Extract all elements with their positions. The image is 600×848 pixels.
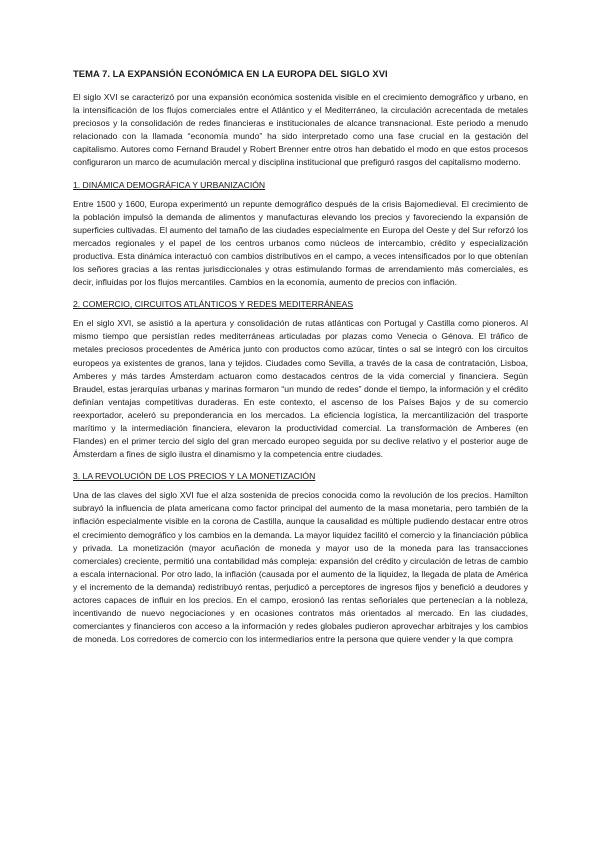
intro-paragraph: El siglo XVI se caracterizó por una expansión económica sostenida visible en el crecimiento demográfico y urbano, en la intensificación de los flujos comerciales entre el Atlántico y el Mediterráneo, la circulación acrecentada de metales preciosos y la consolidación de redes financieras e institucionales de alcance transnacional. Este periodo a menudo relacionado con la llamada “economía mundo” ha sido interpretado como una fase crucial en la gestación del capitalismo. Autores como Fernand Braudel y Robert Brenner entre otros han debatido el modo en que estos procesos configuraron un marco de acumulación mercal y disciplina institucional que prefiguró rasgos del capitalismo moderno. bbox=[73, 92, 528, 168]
section-heading-comercio: 2. COMERCIO, CIRCUITOS ATLÁNTICOS Y REDES MEDITERRÁNEAS bbox=[73, 299, 354, 310]
section-body-precios: Una de las claves del siglo XVI fue el alza sostenida de precios conocida como la revolución de los precios. Hamilton subrayó la influencia de plata americana como factor principal del aumento de la masa monetaria, pero también de la inflación especialmente visible en la corona de Castilla, aunque la causalidad es múltiple pudiendo destacar entre otros el crecimiento demográfico y los cambios en la demanda. La mayor liquidez facilitó el comercio y la financiación pública y privada. La monetización (mayor acuñación de moneda y mayor uso de la moneda para las transacciones comerciales) creciente, permitió una contabilidad más compleja: expansión del crédito y circulación de letras de cambio a escala internacional. Por otro lado, la inflación (causada por el aumento de la liquidez, la llegada de plata de América y el incremento de la demanda) redistribuyó rentas, perjudicó a perceptores de ingresos fijos y benefició a deudores y actores capaces de influir en los precios. En el campo, erosionó las rentas señoriales que pertenecían a la nobleza, incentivando de nuevo negociaciones y en ocasiones contratos más orientados al mercado. En las ciudades, comerciantes y financieros con acceso a la información y redes globales pudieron aprovechar arbitrajes y los cambios de moneda. Los corredores de comercio con los intermediarios entre la persona que quiere vender y la que compra bbox=[73, 490, 528, 645]
section-heading-precios: 3. LA REVOLUCIÓN DE LOS PRECIOS Y LA MONETIZACIÓN bbox=[73, 471, 316, 482]
document-title: TEMA 7. LA EXPANSIÓN ECONÓMICA EN LA EUROPA DEL SIGLO XVI bbox=[73, 68, 388, 79]
section-heading-demografia: 1. DINÁMICA DEMOGRÁFICA Y URBANIZACIÓN bbox=[73, 179, 266, 190]
section-body-comercio: En el siglo XVI, se asistió a la apertura y consolidación de rutas atlánticas con Portugal y Castilla como pioneros. Al mismo tiempo que persistían redes mediterráneas articuladas por plazas como Venecia o Génova. El tráfico de metales preciosos procedentes de América junto con productos como azúcar, tintes o sal se integró con los circuitos europeos ya existentes de granos, lana y tejidos. Ciudades como Sevilla, a través de la casa de contratación, Lisboa, Amberes y más tardes Ámsterdam actuaron como destacados centros de la vida comercial y financiera. Según Braudel, estas jerarquías urbanas y marinas formaron “un mundo de redes” donde el tiempo, la información y el crédito definían ventajas competitivas duraderas. En este contexto, el ascenso de los Países Bajos y de su comercio reexportador, aceleró su preponderancia en los mercados. La eficiencia logística, la mercantilización del trasporte marítimo y la intermediación financiera, elevaron la productividad comercial. La transformación de Amberes (en Flandes) en el primer tercio del siglo del gran mercado europeo seguida por su declive relativo y el posterior auge de Ámsterdam a fines de siglo ilustra el dinamismo y la competencia entre ciudades. bbox=[73, 318, 528, 460]
section-body-demografia: Entre 1500 y 1600, Europa experimentó un repunte demográfico después de la crisis Bajomedieval. El crecimiento de la población impulsó la demanda de alimentos y manufacturas elevando los precios y favoreciendo la expansión de superficies cultivadas. El aumento del tamaño de las ciudades especialmente en Europa del Oeste y del Sur reforzó los mercados regionales y el papel de los centros urbanos como núcleos de intercambio, crédito y especialización productiva. Esta dinámica interactuó con cambios distributivos en el campo, a veces intensificados por lo que obtenían los señores gracias a las rentas jurisdiccionales y otras estimulando formas de arrendamiento más comerciales, es decir, influidas por los flujos mercantiles. Cambios en la economía, aumento de precios con inflación. bbox=[73, 198, 528, 288]
